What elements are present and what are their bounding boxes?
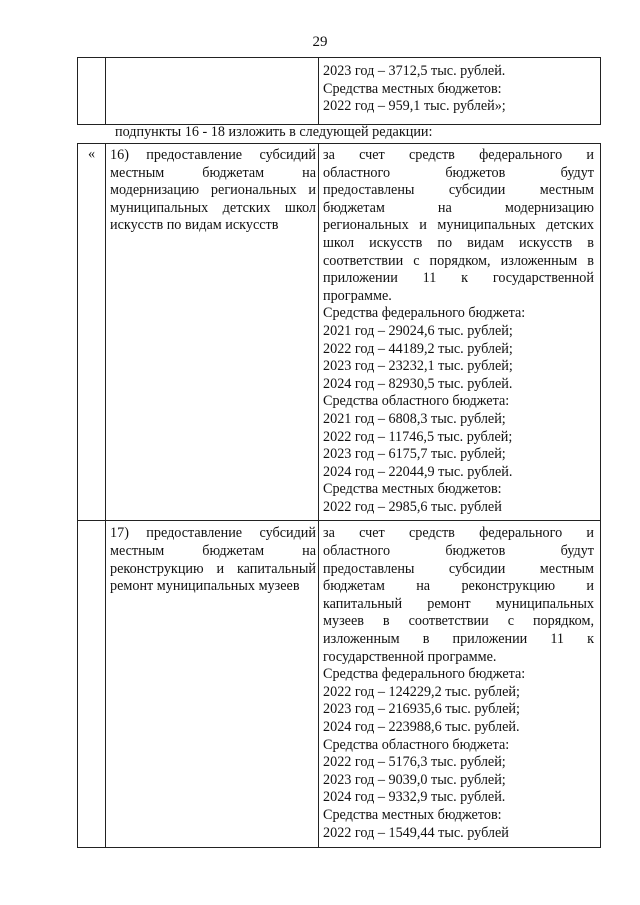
table-row-item-17 (78, 521, 601, 848)
items-table (77, 143, 601, 848)
item-17-index-cell (78, 521, 106, 848)
item-17-name-line: 17) предоставление субсидий (110, 525, 316, 542)
item-17-desc-line: государственной программе. (323, 648, 497, 665)
item-16-funding-line: 2023 год – 6175,7 тыс. рублей; (323, 446, 506, 463)
item-16-funding-line: 2024 год – 22044,9 тыс. рублей. (323, 463, 513, 480)
item-17-funding-line: Средства федерального бюджета: (323, 666, 526, 683)
item-16-desc-line: соответствии с порядком, изложенным в (323, 252, 594, 269)
item-16-funding-line: 2021 год – 6808,3 тыс. рублей; (323, 410, 506, 427)
item-16-desc-line: областного бюджетов будут (323, 164, 594, 181)
item-16-funding-line: 2023 год – 23232,1 тыс. рублей; (323, 358, 513, 375)
item-16-desc-line: школ искусств по видам искусств в (323, 234, 594, 251)
item-17-funding-line: 2023 год – 9039,0 тыс. рублей; (323, 771, 506, 788)
item-16-desc-line: региональных и муниципальных детских (323, 217, 594, 234)
item-17-desc-line: за счет средств федерального и (323, 525, 594, 542)
item-16-funding-line: 2024 год – 82930,5 тыс. рублей. (323, 375, 513, 392)
top-cell-description (319, 58, 601, 125)
opening-quote: « (87, 146, 96, 162)
item-16-funding-line: Средства федерального бюджета: (323, 305, 526, 322)
table-row-item-16 (78, 144, 601, 521)
item-16-name-line: местным бюджетам на (110, 164, 316, 181)
top-fragment-line: 2023 год – 3712,5 тыс. рублей. (323, 63, 506, 79)
item-17-funding-line: 2023 год – 216935,6 тыс. рублей; (323, 701, 520, 718)
item-17-funding-line: Средства местных бюджетов: (323, 806, 502, 823)
item-16-funding-line: 2022 год – 2985,6 тыс. рублей (323, 498, 502, 515)
item-17-name-line: реконструкцию и капитальный (110, 560, 316, 577)
item-17-funding-line: Средства областного бюджета: (323, 736, 510, 753)
item-17-funding-line: 2022 год – 124229,2 тыс. рублей; (323, 683, 520, 700)
top-fragment-line: Средства местных бюджетов: (323, 80, 502, 97)
item-17-desc-line: бюджетам на реконструкцию и (323, 578, 594, 595)
item-17-funding-line: 2022 год – 5176,3 тыс. рублей; (323, 754, 506, 771)
top-cell-index (78, 58, 106, 125)
item-16-desc-line: бюджетам на модернизацию (323, 199, 594, 216)
item-17-desc-line: музеев в соответствии с порядком, (323, 613, 594, 630)
item-16-desc-line: за счет средств федерального и (323, 147, 594, 163)
item-17-funding-line: 2024 год – 223988,6 тыс. рублей. (323, 719, 520, 735)
item-16-desc-line: предоставлены субсидии местным (323, 182, 594, 199)
item-16-name-line: 16) предоставление субсидий (110, 147, 316, 163)
item-16-name-line: модернизацию региональных и (110, 182, 316, 199)
item-16-funding-line: 2021 год – 29024,6 тыс. рублей; (323, 322, 513, 339)
item-16-desc-line: приложении 11 к государственной (323, 270, 594, 287)
item-17-funding-line: 2022 год – 1549,44 тыс. рублей (323, 824, 509, 841)
item-17-name-line: ремонт муниципальных музеев (110, 578, 300, 595)
item-16-funding-line: Средства местных бюджетов: (323, 481, 502, 498)
item-16-name-cell (106, 144, 319, 521)
page-number: 29 (312, 34, 328, 50)
item-16-name-line: муниципальных детских школ (110, 199, 316, 216)
item-16-funding-line: Средства областного бюджета: (323, 393, 510, 410)
item-16-name-line: искусств по видам искусств (110, 217, 279, 234)
top-cell-name (106, 58, 319, 125)
top-fragment-table (77, 57, 601, 125)
item-17-desc-line: капитальный ремонт муниципальных (323, 595, 594, 612)
item-17-desc-line: изложенным в приложении 11 к (323, 631, 594, 648)
top-fragment-line: 2022 год – 959,1 тыс. рублей»; (323, 98, 506, 115)
quote-cell (78, 144, 106, 521)
item-17-description-cell (319, 521, 601, 848)
item-17-desc-line: областного бюджетов будут (323, 543, 594, 560)
item-16-funding-line: 2022 год – 11746,5 тыс. рублей; (323, 428, 513, 445)
item-17-desc-line: предоставлены субсидии местным (323, 560, 594, 577)
item-16-description-cell (319, 144, 601, 521)
intro-text: подпункты 16 - 18 изложить в следующей редакции: (115, 124, 433, 140)
item-17-funding-line: 2024 год – 9332,9 тыс. рублей. (323, 789, 506, 806)
item-17-name-line: местным бюджетам на (110, 543, 316, 560)
item-17-name-cell (106, 521, 319, 848)
item-16-desc-line: программе. (323, 287, 392, 304)
item-16-funding-line: 2022 год – 44189,2 тыс. рублей; (323, 340, 513, 357)
